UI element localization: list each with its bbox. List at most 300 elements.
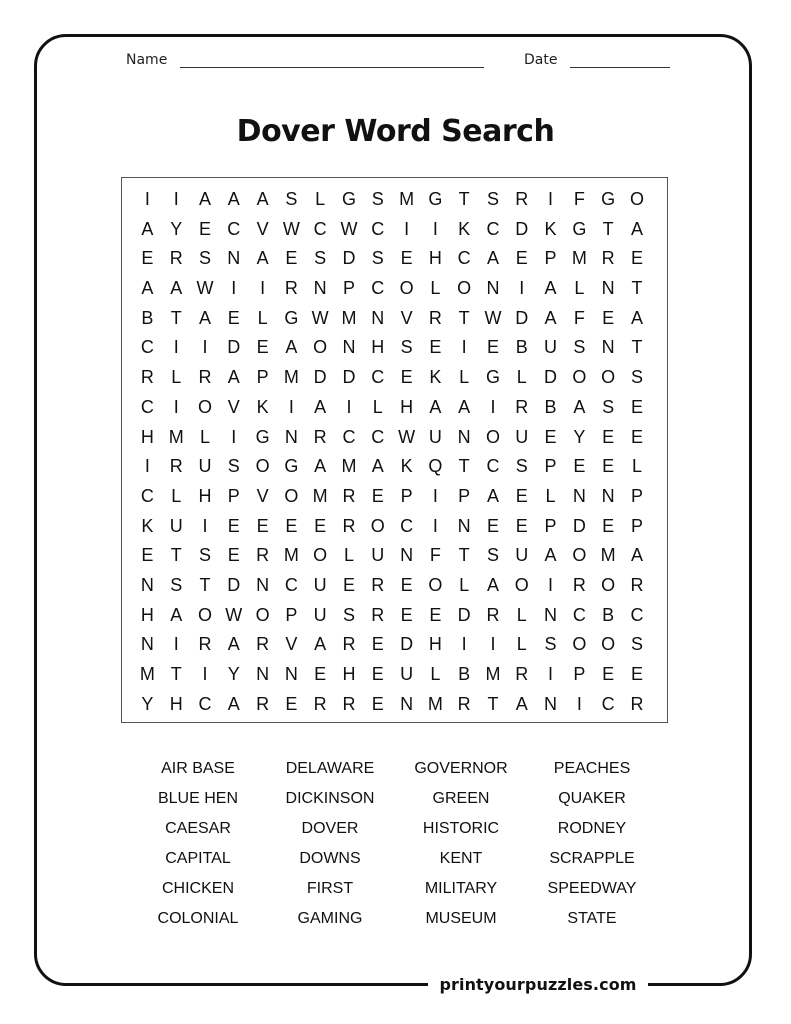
grid-cell[interactable]: T — [170, 545, 182, 566]
grid-cell[interactable]: S — [602, 396, 615, 417]
grid-cell[interactable]: V — [400, 307, 413, 328]
grid-cell[interactable]: E — [285, 693, 298, 714]
grid-cell[interactable]: C — [371, 367, 385, 388]
grid-cell[interactable]: L — [171, 485, 182, 506]
grid-cell[interactable]: A — [198, 189, 211, 209]
grid-cell[interactable]: C — [284, 574, 298, 595]
grid-cell[interactable]: N — [256, 664, 270, 684]
grid-cell[interactable]: H — [342, 664, 356, 684]
grid-cell[interactable]: N — [400, 693, 414, 714]
grid-cell[interactable]: O — [629, 189, 644, 209]
grid-cell[interactable]: R — [630, 693, 644, 714]
grid-cell[interactable]: Y — [227, 664, 240, 684]
grid-cell[interactable]: O — [601, 574, 616, 595]
grid-cell[interactable]: A — [285, 337, 298, 358]
grid-cell[interactable]: B — [515, 337, 528, 358]
grid-cell[interactable]: S — [630, 634, 643, 655]
grid-cell[interactable]: N — [486, 278, 500, 299]
grid-cell[interactable]: W — [311, 307, 329, 328]
grid-cell[interactable]: P — [573, 664, 586, 684]
grid-cell[interactable]: E — [515, 248, 528, 269]
grid-cell[interactable]: N — [140, 574, 154, 595]
grid-cell[interactable]: R — [169, 248, 183, 269]
grid-cell[interactable]: L — [372, 396, 383, 417]
grid-cell[interactable]: F — [429, 545, 441, 566]
grid-cell[interactable]: C — [227, 218, 241, 239]
grid-cell[interactable]: I — [519, 278, 525, 299]
grid-cell[interactable]: L — [516, 604, 527, 625]
grid-cell[interactable]: M — [341, 456, 357, 477]
grid-cell[interactable]: E — [515, 515, 528, 536]
grid-cell[interactable]: R — [601, 248, 615, 269]
grid-cell[interactable]: H — [140, 426, 154, 447]
grid-cell[interactable]: U — [371, 545, 385, 566]
grid-cell[interactable]: I — [202, 664, 208, 684]
grid-cell[interactable]: N — [601, 485, 615, 506]
grid-cell[interactable]: C — [140, 396, 154, 417]
grid-cell[interactable]: M — [399, 189, 415, 209]
grid-cell[interactable]: W — [196, 278, 214, 299]
grid-cell[interactable]: U — [313, 574, 327, 595]
grid-cell[interactable]: A — [515, 693, 528, 714]
grid-cell[interactable]: A — [630, 307, 643, 328]
grid-cell[interactable]: P — [227, 485, 240, 506]
grid-cell[interactable]: A — [170, 604, 183, 625]
grid-cell[interactable]: I — [490, 634, 496, 655]
grid-cell[interactable]: R — [342, 515, 356, 536]
grid-cell[interactable]: E — [227, 515, 240, 536]
grid-cell[interactable]: N — [544, 604, 558, 625]
grid-cell[interactable]: N — [342, 337, 356, 358]
grid-cell[interactable]: P — [285, 604, 298, 625]
grid-cell[interactable]: E — [285, 515, 298, 536]
grid-cell[interactable]: H — [400, 396, 414, 417]
grid-cell[interactable]: R — [515, 189, 529, 209]
grid-cell[interactable]: U — [198, 456, 212, 477]
grid-cell[interactable]: I — [432, 218, 438, 239]
grid-cell[interactable]: A — [630, 545, 643, 566]
grid-cell[interactable]: O — [601, 367, 616, 388]
grid-cell[interactable]: R — [313, 693, 327, 714]
grid-cell[interactable]: S — [630, 367, 643, 388]
grid-cell[interactable]: I — [173, 189, 179, 209]
grid-cell[interactable]: E — [141, 545, 154, 566]
grid-cell[interactable]: D — [227, 574, 241, 595]
grid-cell[interactable]: N — [227, 248, 241, 269]
grid-cell[interactable]: P — [630, 515, 643, 536]
grid-cell[interactable]: E — [630, 248, 643, 269]
grid-cell[interactable]: E — [486, 515, 499, 536]
grid-cell[interactable]: I — [202, 337, 208, 358]
grid-cell[interactable]: U — [515, 545, 529, 566]
grid-cell[interactable]: L — [430, 664, 441, 684]
grid-cell[interactable]: E — [544, 426, 557, 447]
grid-cell[interactable]: H — [140, 604, 154, 625]
grid-cell[interactable]: R — [256, 634, 270, 655]
grid-cell[interactable]: E — [630, 396, 643, 417]
grid-cell[interactable]: F — [573, 307, 585, 328]
grid-cell[interactable]: L — [257, 307, 268, 328]
grid-cell[interactable]: E — [400, 367, 413, 388]
grid-cell[interactable]: K — [400, 456, 413, 477]
grid-cell[interactable]: I — [548, 189, 554, 209]
grid-cell[interactable]: G — [485, 367, 500, 388]
grid-cell[interactable]: O — [313, 545, 328, 566]
grid-cell[interactable]: T — [170, 307, 182, 328]
grid-cell[interactable]: H — [428, 634, 442, 655]
grid-cell[interactable]: V — [285, 634, 298, 655]
grid-cell[interactable]: I — [173, 634, 179, 655]
grid-cell[interactable]: E — [400, 574, 413, 595]
grid-cell[interactable]: E — [515, 485, 528, 506]
grid-cell[interactable]: R — [515, 396, 529, 417]
grid-cell[interactable]: R — [342, 693, 356, 714]
grid-cell[interactable]: L — [516, 367, 527, 388]
grid-cell[interactable]: R — [198, 634, 212, 655]
grid-cell[interactable]: R — [630, 574, 644, 595]
grid-cell[interactable]: R — [169, 456, 183, 477]
grid-cell[interactable]: G — [341, 189, 356, 209]
name-field[interactable] — [126, 52, 484, 68]
grid-cell[interactable]: T — [199, 574, 211, 595]
grid-cell[interactable]: T — [458, 189, 470, 209]
grid-cell[interactable]: I — [144, 189, 150, 209]
grid-cell[interactable]: A — [198, 307, 211, 328]
date-line[interactable] — [570, 53, 670, 68]
grid-cell[interactable]: P — [544, 456, 557, 477]
grid-cell[interactable]: A — [544, 545, 557, 566]
grid-cell[interactable]: N — [457, 426, 471, 447]
grid-cell[interactable]: L — [171, 367, 182, 388]
grid-cell[interactable]: A — [371, 456, 384, 477]
grid-cell[interactable]: G — [255, 426, 270, 447]
grid-cell[interactable]: C — [342, 426, 356, 447]
grid-cell[interactable]: U — [515, 426, 529, 447]
grid-cell[interactable]: M — [600, 545, 616, 566]
grid-cell[interactable]: R — [572, 574, 586, 595]
grid-cell[interactable]: U — [400, 664, 414, 684]
grid-cell[interactable]: D — [515, 307, 529, 328]
grid-cell[interactable]: O — [572, 634, 587, 655]
grid-cell[interactable]: E — [371, 664, 384, 684]
grid-cell[interactable]: G — [601, 189, 616, 209]
grid-cell[interactable]: R — [284, 278, 298, 299]
grid-cell[interactable]: O — [457, 278, 472, 299]
grid-cell[interactable]: K — [141, 515, 154, 536]
grid-cell[interactable]: I — [260, 278, 266, 299]
grid-cell[interactable]: L — [459, 367, 470, 388]
grid-cell[interactable]: O — [514, 574, 529, 595]
grid-cell[interactable]: E — [342, 574, 355, 595]
grid-cell[interactable]: E — [602, 664, 615, 684]
grid-cell[interactable]: O — [399, 278, 414, 299]
grid-cell[interactable]: P — [256, 367, 269, 388]
grid-cell[interactable]: I — [144, 456, 150, 477]
grid-cell[interactable]: E — [602, 515, 615, 536]
grid-cell[interactable]: E — [285, 248, 298, 269]
grid-cell[interactable]: O — [284, 485, 299, 506]
grid-cell[interactable]: I — [173, 396, 179, 417]
grid-cell[interactable]: L — [545, 485, 556, 506]
grid-cell[interactable]: A — [227, 634, 240, 655]
grid-cell[interactable]: R — [313, 426, 327, 447]
grid-cell[interactable]: E — [602, 307, 615, 328]
grid-cell[interactable]: N — [256, 574, 270, 595]
grid-cell[interactable]: M — [571, 248, 587, 269]
grid-cell[interactable]: E — [573, 456, 586, 477]
grid-cell[interactable]: O — [197, 396, 212, 417]
grid-cell[interactable]: A — [314, 456, 327, 477]
grid-cell[interactable]: H — [198, 485, 212, 506]
grid-cell[interactable]: I — [461, 337, 467, 358]
grid-cell[interactable]: P — [630, 485, 643, 506]
grid-cell[interactable]: D — [342, 367, 356, 388]
grid-cell[interactable]: S — [371, 189, 384, 209]
grid-cell[interactable]: E — [602, 426, 615, 447]
grid-cell[interactable]: N — [284, 664, 298, 684]
grid-cell[interactable]: S — [314, 248, 327, 269]
grid-cell[interactable]: B — [544, 396, 557, 417]
grid-cell[interactable]: E — [400, 248, 413, 269]
grid-cell[interactable]: W — [484, 307, 502, 328]
grid-cell[interactable]: O — [601, 634, 616, 655]
grid-cell[interactable]: E — [630, 426, 643, 447]
grid-cell[interactable]: C — [572, 604, 586, 625]
grid-cell[interactable]: R — [371, 574, 385, 595]
grid-cell[interactable]: M — [283, 545, 299, 566]
grid-cell[interactable]: A — [486, 485, 499, 506]
grid-cell[interactable]: L — [343, 545, 354, 566]
grid-cell[interactable]: H — [428, 248, 442, 269]
grid-cell[interactable]: U — [428, 426, 442, 447]
grid-cell[interactable]: C — [400, 515, 414, 536]
grid-cell[interactable]: U — [544, 337, 558, 358]
grid-cell[interactable]: I — [432, 485, 438, 506]
grid-cell[interactable]: E — [486, 337, 499, 358]
grid-cell[interactable]: N — [601, 337, 615, 358]
grid-cell[interactable]: S — [371, 248, 384, 269]
grid-cell[interactable]: R — [428, 307, 442, 328]
grid-cell[interactable]: A — [544, 278, 557, 299]
grid-cell[interactable]: Y — [573, 426, 586, 447]
grid-cell[interactable]: S — [170, 574, 183, 595]
grid-cell[interactable]: M — [427, 693, 443, 714]
grid-cell[interactable]: I — [231, 426, 237, 447]
grid-cell[interactable]: U — [169, 515, 183, 536]
grid-cell[interactable]: S — [285, 189, 298, 209]
grid-cell[interactable]: R — [486, 604, 500, 625]
grid-cell[interactable]: H — [169, 693, 183, 714]
grid-cell[interactable]: N — [313, 278, 327, 299]
grid-cell[interactable]: A — [458, 396, 471, 417]
grid-cell[interactable]: S — [342, 604, 355, 625]
grid-cell[interactable]: O — [428, 574, 443, 595]
grid-cell[interactable]: V — [256, 218, 269, 239]
grid-cell[interactable]: L — [199, 426, 210, 447]
grid-cell[interactable]: N — [544, 693, 558, 714]
grid-cell[interactable]: C — [198, 693, 212, 714]
grid-cell[interactable]: M — [312, 485, 328, 506]
grid-cell[interactable]: B — [602, 604, 615, 625]
grid-cell[interactable]: H — [371, 337, 385, 358]
grid-cell[interactable]: A — [314, 634, 327, 655]
grid-cell[interactable]: E — [630, 664, 643, 684]
grid-cell[interactable]: R — [342, 634, 356, 655]
grid-cell[interactable]: I — [202, 515, 208, 536]
grid-cell[interactable]: S — [400, 337, 413, 358]
grid-cell[interactable]: A — [170, 278, 183, 299]
grid-cell[interactable]: T — [458, 545, 470, 566]
name-line[interactable] — [180, 53, 484, 68]
grid-cell[interactable]: A — [256, 248, 269, 269]
grid-cell[interactable]: L — [631, 456, 642, 477]
grid-cell[interactable]: S — [227, 456, 240, 477]
grid-cell[interactable]: C — [371, 278, 385, 299]
grid-cell[interactable]: A — [486, 248, 499, 269]
grid-cell[interactable]: L — [574, 278, 585, 299]
grid-cell[interactable]: E — [256, 337, 269, 358]
grid-cell[interactable]: E — [198, 218, 211, 239]
grid-cell[interactable]: E — [256, 515, 269, 536]
grid-cell[interactable]: M — [283, 367, 299, 388]
grid-cell[interactable]: M — [341, 307, 357, 328]
grid-cell[interactable]: O — [255, 604, 270, 625]
grid-cell[interactable]: O — [572, 367, 587, 388]
grid-cell[interactable]: L — [459, 574, 470, 595]
grid-cell[interactable]: C — [371, 218, 385, 239]
grid-cell[interactable]: D — [457, 604, 471, 625]
grid-cell[interactable]: C — [371, 426, 385, 447]
grid-cell[interactable]: O — [197, 604, 212, 625]
grid-cell[interactable]: E — [227, 307, 240, 328]
grid-cell[interactable]: E — [371, 693, 384, 714]
grid-cell[interactable]: M — [139, 664, 155, 684]
date-field[interactable] — [524, 52, 670, 68]
grid-cell[interactable]: S — [486, 545, 499, 566]
grid-cell[interactable]: C — [140, 337, 154, 358]
grid-cell[interactable]: R — [256, 545, 270, 566]
grid-cell[interactable]: T — [458, 456, 470, 477]
grid-cell[interactable]: D — [227, 337, 241, 358]
grid-cell[interactable]: G — [572, 218, 587, 239]
grid-cell[interactable]: W — [340, 218, 358, 239]
grid-cell[interactable]: P — [544, 248, 557, 269]
grid-cell[interactable]: P — [400, 485, 413, 506]
grid-cell[interactable]: O — [370, 515, 385, 536]
grid-cell[interactable]: O — [255, 456, 270, 477]
grid-cell[interactable]: T — [631, 278, 643, 299]
grid-cell[interactable]: I — [173, 337, 179, 358]
grid-cell[interactable]: W — [282, 218, 300, 239]
grid-cell[interactable]: A — [314, 396, 327, 417]
grid-cell[interactable]: Q — [428, 456, 443, 477]
grid-cell[interactable]: P — [342, 278, 355, 299]
grid-cell[interactable]: I — [346, 396, 352, 417]
grid-cell[interactable]: N — [140, 634, 154, 655]
grid-cell[interactable]: S — [544, 634, 557, 655]
grid-cell[interactable]: C — [486, 456, 500, 477]
grid-cell[interactable]: P — [458, 485, 471, 506]
grid-cell[interactable]: R — [256, 693, 270, 714]
grid-cell[interactable]: E — [314, 664, 327, 684]
grid-cell[interactable]: K — [256, 396, 269, 417]
grid-cell[interactable]: R — [342, 485, 356, 506]
grid-cell[interactable]: E — [429, 604, 442, 625]
grid-cell[interactable]: D — [400, 634, 414, 655]
grid-cell[interactable]: T — [487, 693, 499, 714]
grid-cell[interactable]: S — [486, 189, 499, 209]
grid-cell[interactable]: A — [630, 218, 643, 239]
grid-cell[interactable]: Y — [170, 218, 183, 239]
grid-cell[interactable]: M — [485, 664, 501, 684]
grid-cell[interactable]: T — [631, 337, 643, 358]
grid-cell[interactable]: A — [573, 396, 586, 417]
grid-cell[interactable]: N — [572, 485, 586, 506]
grid-cell[interactable]: R — [371, 604, 385, 625]
grid-cell[interactable]: E — [400, 604, 413, 625]
grid-cell[interactable]: G — [428, 189, 443, 209]
grid-cell[interactable]: W — [225, 604, 243, 625]
grid-cell[interactable]: I — [548, 664, 554, 684]
grid-cell[interactable]: R — [140, 367, 154, 388]
grid-cell[interactable]: I — [432, 515, 438, 536]
grid-cell[interactable]: E — [227, 545, 240, 566]
grid-cell[interactable]: D — [515, 218, 529, 239]
grid-cell[interactable]: R — [198, 367, 212, 388]
grid-cell[interactable]: I — [461, 634, 467, 655]
grid-cell[interactable]: V — [256, 485, 269, 506]
grid-cell[interactable]: A — [227, 189, 240, 209]
grid-cell[interactable]: I — [231, 278, 237, 299]
grid-cell[interactable]: A — [141, 278, 154, 299]
grid-cell[interactable]: L — [315, 189, 326, 209]
grid-cell[interactable]: E — [314, 515, 327, 536]
grid-cell[interactable]: T — [170, 664, 182, 684]
grid-cell[interactable]: D — [342, 248, 356, 269]
grid-cell[interactable]: I — [288, 396, 294, 417]
grid-cell[interactable]: U — [313, 604, 327, 625]
grid-cell[interactable]: E — [429, 337, 442, 358]
grid-cell[interactable]: K — [544, 218, 557, 239]
grid-cell[interactable]: B — [141, 307, 154, 328]
grid-cell[interactable]: C — [630, 604, 644, 625]
grid-cell[interactable]: I — [576, 693, 582, 714]
grid-cell[interactable]: D — [313, 367, 327, 388]
grid-cell[interactable]: E — [602, 456, 615, 477]
grid-cell[interactable]: T — [458, 307, 470, 328]
grid-cell[interactable]: N — [601, 278, 615, 299]
grid-cell[interactable]: G — [284, 456, 299, 477]
grid-cell[interactable]: O — [313, 337, 328, 358]
grid-cell[interactable]: N — [284, 426, 298, 447]
grid-cell[interactable]: A — [544, 307, 557, 328]
grid-cell[interactable]: E — [371, 485, 384, 506]
grid-cell[interactable]: L — [430, 278, 441, 299]
grid-cell[interactable]: M — [168, 426, 184, 447]
grid-cell[interactable]: E — [371, 634, 384, 655]
grid-cell[interactable]: B — [458, 664, 471, 684]
grid-cell[interactable]: D — [544, 367, 558, 388]
grid-cell[interactable]: N — [400, 545, 414, 566]
grid-cell[interactable]: S — [198, 248, 211, 269]
grid-cell[interactable]: C — [457, 248, 471, 269]
grid-cell[interactable]: A — [429, 396, 442, 417]
grid-cell[interactable]: I — [490, 396, 496, 417]
grid-cell[interactable]: S — [573, 337, 586, 358]
grid-cell[interactable]: N — [457, 515, 471, 536]
grid-cell[interactable]: C — [313, 218, 327, 239]
grid-cell[interactable]: S — [515, 456, 528, 477]
